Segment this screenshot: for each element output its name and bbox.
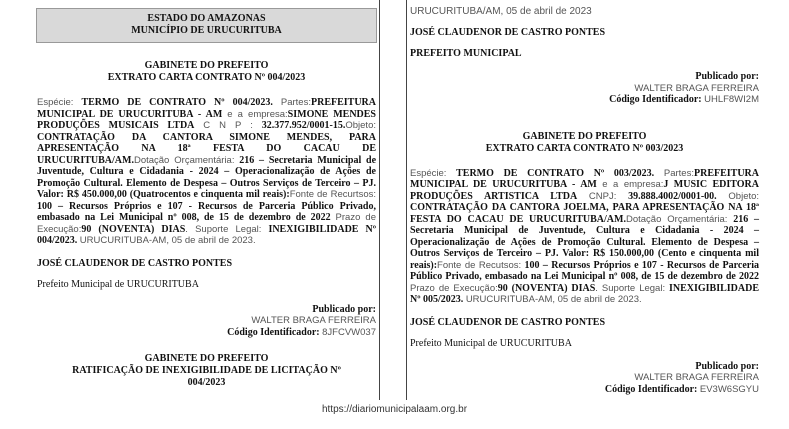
publication-info: Publicado por: WALTER BRAGA FERREIRA Código Identificador: UHLF8WI2M <box>410 71 759 106</box>
section-subheading: RATIFICAÇÃO DE INEXIGIBILIDADE DE LICITAÇÃO Nº <box>72 365 341 376</box>
municipality-title: MUNICÍPIO DE URUCURITUBA <box>131 25 282 36</box>
publication-info: Publicado por: WALTER BRAGA FERREIRA Código Identificador: 8JFCVW037 <box>37 304 376 339</box>
section-subheading: EXTRATO CARTA CONTRATO Nº 004/2023 <box>107 72 306 83</box>
signer-name: JOSÉ CLAUDENOR DE CASTRO PONTES <box>410 27 606 38</box>
left-column <box>34 0 380 400</box>
section-heading: GABINETE DO PREFEITO <box>522 130 647 142</box>
signer-role: Prefeito Municipal de URUCURITUBA <box>410 337 572 349</box>
contract-body: Espécie: TERMO DE CONTRATO Nº 003/2023. Partes:PREFEITURA MUNICIPAL DE URUCURITUBA - AM e a empresa:J MUSIC EDITORA PRODUÇÕES ARTISTICA LTDA CNPJ: 39.888.4002/0001-00. Objeto: CONTRATAÇÃO DA CANTORA JOELMA, PARA APRESENTAÇÃO NA 18ª FESTA DO CACAU DE URUCURITUBA/AM.Dotação Orçamentária: 216 – Secretaria Municipal de Juventude, Cultura e Cidadania - 2024 – Operacionalização de Ações de Promoção Cultural. Elemento de Despesa – Outros Serviços de Terceiro – PJ. Valor: R$ 150.000,00 (Cento e cinquenta mil reais):Fonte de Recutsos: 100 – Recursos Próprios e 107 - Recursos de Parceria Público Privado, embasado na Lei Municipal nº 008, de 15 de dezembro de 2022 Prazo de Execução:90 (NOVENTA) DIAS. Suporte Legal: INEXIGIBILIDADE Nº 005/2023. URUCURITUBA-AM, 05 de abril de 2023. <box>410 167 760 305</box>
section-title <box>34 353 379 389</box>
identifier-code: UHLF8WI2M <box>704 94 759 105</box>
published-by-label: Publicado por: <box>695 71 759 82</box>
signer-role: PREFEITO MUNICIPAL <box>410 48 522 59</box>
published-by-name: WALTER BRAGA FERREIRA <box>634 372 759 383</box>
footer-url[interactable]: https://diariomunicipalaam.org.br <box>321 404 468 415</box>
section-heading: GABINETE DO PREFEITO <box>144 60 269 71</box>
state-title: ESTADO DO AMAZONAS <box>147 13 266 24</box>
section-subheading: EXTRATO CARTA CONTRATO Nº 003/2023 <box>485 142 684 154</box>
date-line: URUCURITUBA/AM, 05 de abril de 2023 <box>410 6 592 17</box>
signer-name: JOSÉ CLAUDENOR DE CASTRO PONTES <box>410 316 606 328</box>
section-title <box>34 60 379 84</box>
signer-name: JOSÉ CLAUDENOR DE CASTRO PONTES <box>37 257 233 269</box>
identifier-code: EV3W6SGYU <box>699 383 759 395</box>
signer-role: Prefeito Municipal de URUCURITUBA <box>37 278 199 290</box>
published-by-label: Publicado por: <box>695 360 759 372</box>
state-header <box>36 8 377 43</box>
right-column <box>406 0 762 400</box>
published-by-name: WALTER BRAGA FERREIRA <box>634 82 759 94</box>
publication-info: Publicado por: WALTER BRAGA FERREIRA Código Identificador: EV3W6SGYU <box>410 361 759 396</box>
identifier-code: 8JFCVW037 <box>322 326 376 338</box>
section-subheading: 004/2023 <box>187 377 226 388</box>
section-heading: GABINETE DO PREFEITO <box>144 353 269 364</box>
published-by-name: WALTER BRAGA FERREIRA <box>251 315 376 326</box>
section-title <box>407 131 762 155</box>
contract-body: Espécie: TERMO DE CONTRATO Nº 004/2023. Partes:PREFEITURA MUNICIPAL DE URUCURITUBA - AM e a empresa:SIMONE MENDES PRODUÇÕES MUSICAIS LTDA C N P : 32.377.952/0001-15.Objeto: CONTRATAÇÃO DA CANTORA SIMONE MENDES, PARA APRESENTAÇÃO NA 18ª FESTA DO CACAU DE URUCURITUBA/AM.Dotação Orçamentária: 216 – Secretaria Municipal de Juventude, Cultura e Cidadania - 2024 – Operacionalização de Ações de Promoção Cultural. Elemento de Despesa – Outros Serviços de Terceiro – PJ. Valor: R$ 450.000,00 (Quatrocentos e cinquenta mil reais):Fonte de Recurtsos: 100 – Recursos Próprios e 107 - Recursos de Parceria Público Privado, embasado na Lei Municipal nº 008, de 15 de dezembro de 2022 Prazo de Execução:90 (NOVENTA) DIAS. Suporte Legal: INEXIGIBILIDADE Nº 004/2023. URUCURITUBA-AM, 05 de abril de 2023. <box>37 97 377 246</box>
published-by-label: Publicado por: <box>312 303 376 315</box>
